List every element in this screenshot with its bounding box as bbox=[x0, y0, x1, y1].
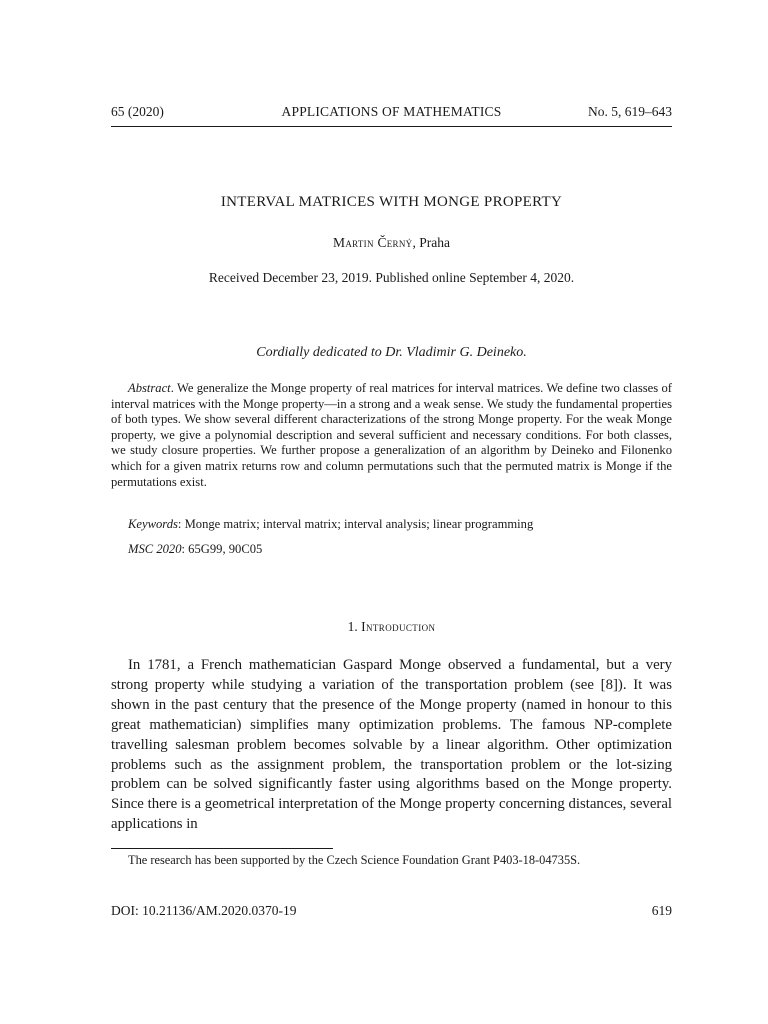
section-title: Introduction bbox=[361, 619, 436, 634]
msc-classification bbox=[128, 542, 672, 557]
footnote: The research has been supported by the Czech Science Foundation Grant P403-18-04735S. bbox=[128, 853, 581, 867]
keywords bbox=[128, 517, 672, 532]
received-dates: Received December 23, 2019. Published online September 4, 2020. bbox=[208, 270, 575, 285]
journal-volume: 65 (2020) bbox=[111, 104, 164, 119]
abstract bbox=[111, 381, 672, 490]
abstract-text: . We generalize the Monge property of real matrices for interval matrices. We define two classes of interval matrices with the Monge property—in a strong and a weak sense. We study the fundamental properties of both types. We show several different characterizations of the strong Monge property. For the weak Monge property, we give a polynomial description and several sufficient and necessary conditions. For both classes, we study closure properties. We further propose a generalization of an algorithm by Deineko and Filonenko which for a given matrix returns row and column permutations such that the permuted matrix is Monge if the permutations exist. bbox=[111, 381, 672, 489]
section-number: 1. bbox=[347, 619, 362, 634]
abstract-label: Abstract bbox=[128, 381, 171, 395]
keywords-label: Keywords bbox=[128, 517, 178, 531]
running-footer bbox=[111, 903, 672, 921]
running-header bbox=[111, 104, 672, 127]
journal-name: APPLICATIONS OF MATHEMATICS bbox=[281, 104, 502, 119]
doi: DOI: 10.21136/AM.2020.0370-19 bbox=[111, 903, 297, 918]
issue-pages: No. 5, 619–643 bbox=[588, 104, 672, 119]
body-paragraph: In 1781, a French mathematician Gaspard Monge observed a fundamental, but a very strong property while studying a variation of the transportation problem (see [8]). It was shown in the past century that the presence of the Monge property (named in honour to this great mathematician) simplifies many optimization problems. The famous NP-complete travelling salesman problem becomes solvable by a linear algorithm. Other optimization problems such as the assignment problem, the transportation problem or the lot-sizing problem can be solved significantly faster using algorithms based on the Monge property. Since there is a geometrical interpretation of the Monge property concerning distances, several applications in bbox=[111, 657, 672, 833]
keywords-text: : Monge matrix; interval matrix; interval analysis; linear programming bbox=[177, 517, 534, 531]
author-location: , Praha bbox=[412, 235, 450, 250]
author-name: Martin Černý bbox=[333, 235, 413, 250]
msc-label: MSC 2020 bbox=[128, 542, 182, 556]
page-number: 619 bbox=[651, 903, 672, 918]
footnote-rule bbox=[111, 848, 333, 849]
author-line bbox=[111, 235, 672, 251]
article-title: INTERVAL MATRICES WITH MONGE PROPERTY bbox=[220, 194, 563, 210]
msc-text: : 65G99, 90C05 bbox=[181, 542, 263, 556]
section-heading bbox=[111, 619, 672, 635]
dedication: Cordially dedicated to Dr. Vladimir G. Deineko. bbox=[256, 345, 527, 360]
